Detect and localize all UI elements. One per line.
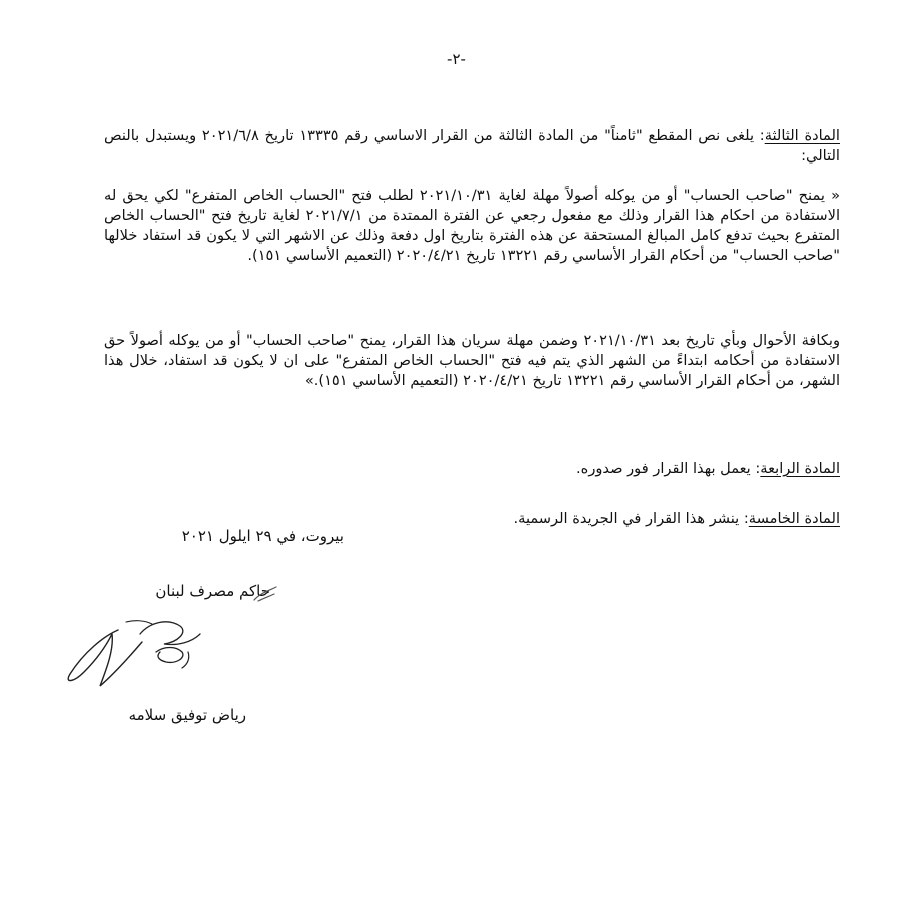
signatory-name: رياض توفيق سلامه: [128, 706, 246, 724]
article-3-label: المادة الثالثة: [764, 127, 840, 144]
article-3-intro-text: : يلغى نص المقطع "ثامناً" من المادة الثالثة من القرار الاساسي رقم ١٣٣٣٥ تاريخ ٢٠٢١/٦/٨ ويستبدل بالنص التالي:: [104, 127, 840, 164]
article-4-text: : يعمل بهذا القرار فور صدوره.: [576, 460, 761, 477]
article-5-label: المادة الخامسة: [748, 510, 840, 527]
signatory-title: حاكم مصرف لبنان: [155, 582, 270, 600]
handwritten-signature: [60, 612, 210, 702]
article-4-label: المادة الرابعة: [760, 460, 840, 477]
article-5-text: : ينشر هذا القرار في الجريدة الرسمية.: [513, 510, 749, 527]
article-4: [104, 459, 840, 479]
article-3-quote-paragraph-2: وبكافة الأحوال وبأي تاريخ بعد ٢٠٢١/١٠/٣١ وضمن مهلة سريان هذا القرار، يمنح "صاحب الحساب" أو من يوكله أصولاً حق الاستفادة من أحكامه ابتداءً من الشهر الذي يتم فيه فتح "الحساب الخاص المتفرع" على ان لا يكون قد استفاد، خلال هذا الشهر، من أحكام القرار الأساسي رقم ١٣٢٢١ تاريخ ٢٠٢٠/٤/٢١ (التعميم الأساسي ١٥١).»: [104, 332, 840, 389]
place-and-date: بيروت، في ٢٩ ايلول ٢٠٢١: [181, 527, 344, 545]
article-3-intro: [104, 126, 840, 166]
initials-flourish: [250, 584, 280, 606]
article-3-quote-paragraph-1: « يمنح "صاحب الحساب" أو من يوكله أصولاً مهلة لغاية ٢٠٢١/١٠/٣١ لطلب فتح "الحساب الخاص المتفرع" لكي يحق له الاستفادة من احكام هذا القرار وذلك مع مفعول رجعي عن الفترة الممتدة من ٢٠٢١/٧/١ لغاية تاريخ فتح "الحساب الخاص المتفرع بحيث تدفع كامل المبالغ المستحقة عن هذه الفترة بتاريخ اول دفعة وذلك عن الاشهر التي لا يكون قد استفاد خلالها "صاحب الحساب" من أحكام القرار الأساسي رقم ١٣٢٢١ تاريخ ٢٠٢٠/٤/٢١ (التعميم الأساسي ١٥١).: [104, 187, 841, 264]
page-number: -٢-: [447, 50, 466, 68]
article-5: [104, 509, 840, 529]
